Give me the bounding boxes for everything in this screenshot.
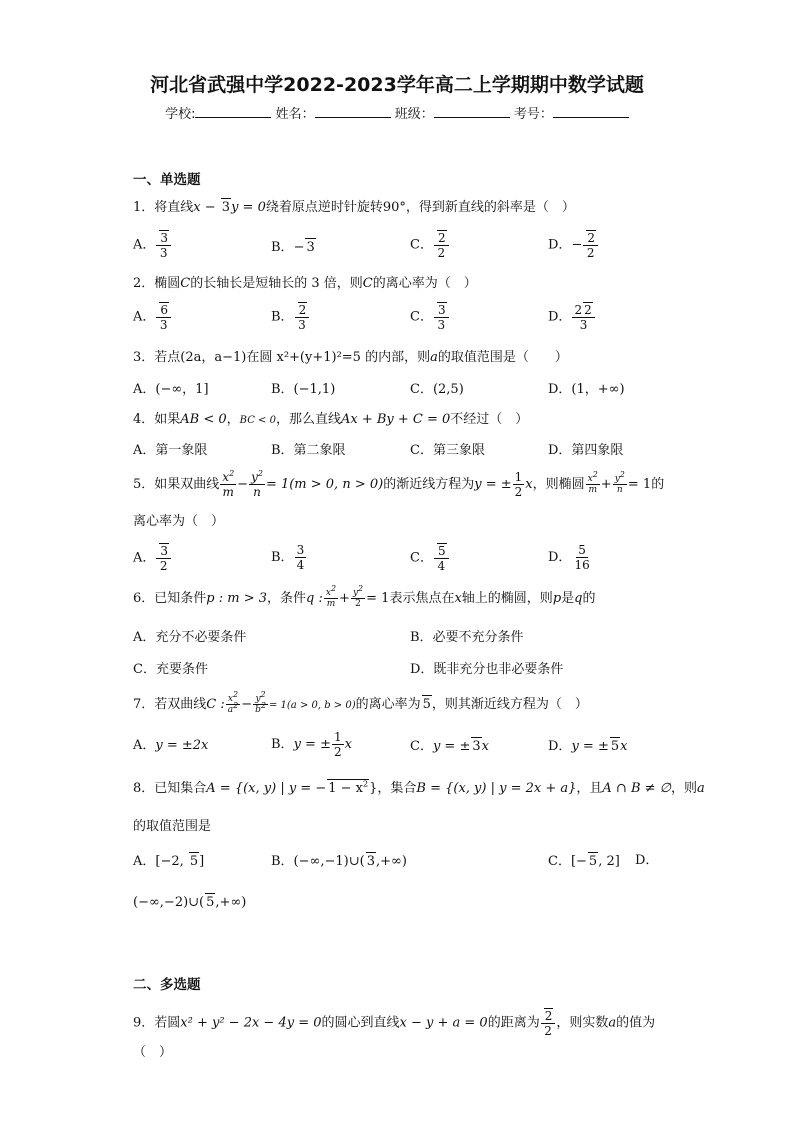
- page-title: 河北省武强中学2022-2023学年高二上学期期中数学试题: [150, 74, 644, 96]
- q4-option-d[interactable]: D．第四象限: [548, 443, 624, 458]
- question-5: 5．如果双曲线 $\frac{x^2}{m}$ − $\frac{y^2}{n}$ = 1(m > 0, n > 0)的渐近线方程为y = ± $\frac{1}{2}$ x，则椭圆 $\frac{x^2}{m}$ + $\frac{y^2}{n}$ = 1的: [133, 469, 665, 499]
- school-label: 学校:: [165, 107, 196, 122]
- question-9: 9．若圆x² + y² − 2x − 4y = 0的圆心到直线x − y + a = 0的距离为 $\frac{2}{2}$ ，则实数a的值为: [133, 1009, 656, 1038]
- q1-option-b[interactable]: B．− 3: [271, 240, 315, 255]
- school-blank[interactable]: [195, 105, 271, 118]
- question-7: 7．若双曲线C : $\frac{x^2}{a^2}$ − $\frac{y^2}{b^2}$ = 1(a > 0, b > 0)的离心率为 5，则其渐近线方程为（ ）: [133, 690, 588, 715]
- q6-option-c[interactable]: C．充要条件: [133, 662, 208, 677]
- q5-option-b[interactable]: B． $\frac{3}{4}$: [271, 543, 305, 572]
- section-heading-multiple-choice: 二、多选题: [133, 977, 201, 993]
- q2-option-a[interactable]: A． $\frac{6}{3}$: [133, 302, 172, 332]
- question-9-line2: （ ）: [133, 1045, 173, 1060]
- q5-option-d[interactable]: D． $\frac{5}{16}$: [548, 543, 590, 572]
- q1-option-d[interactable]: D．− $\frac{2}{2}$: [548, 230, 599, 260]
- q2-option-c[interactable]: C． $\frac{3}{3}$: [410, 302, 450, 332]
- question-1: 1．将直线x − 3y = 0绕着原点逆时针旋转90°，得到新直线的斜率是（ ）: [133, 200, 575, 215]
- question-3: 3．若点(2a，a−1)在圆 x²+(y+1)²=5 的内部，则a的取值范围是（ ）: [133, 350, 568, 365]
- section-heading-single-choice: 一、单选题: [133, 172, 201, 188]
- q6-option-d[interactable]: D．既非充分也非必要条件: [410, 662, 564, 677]
- q4-option-a[interactable]: A．第一象限: [133, 443, 208, 458]
- q8-option-c[interactable]: C．[− 5, 2]: [548, 854, 620, 869]
- q6-option-b[interactable]: B．必要不充分条件: [410, 630, 524, 645]
- name-blank[interactable]: [315, 105, 391, 118]
- q1-option-a[interactable]: A． $\frac{3}{3}$: [133, 230, 172, 260]
- q2-option-b[interactable]: B． $\frac{2}{3}$: [271, 302, 310, 332]
- exam-no-blank[interactable]: [553, 105, 629, 118]
- q4-option-b[interactable]: B．第二象限: [271, 443, 346, 458]
- q1-option-c[interactable]: C． $\frac{2}{2}$: [410, 230, 450, 260]
- q8-option-d[interactable]: (−∞,−2)∪( 5,+∞): [133, 895, 247, 910]
- q8-option-b[interactable]: B．(−∞,−1)∪( 3,+∞): [271, 854, 407, 869]
- question-2: 2．椭圆C的长轴长是短轴长的 3 倍，则C的离心率为（ ）: [133, 276, 477, 291]
- q7-option-c[interactable]: C．y = ± 3x: [410, 739, 489, 754]
- q6-option-a[interactable]: A．充分不必要条件: [133, 630, 247, 645]
- q8-option-a[interactable]: A．[−2, 5]: [133, 854, 205, 869]
- class-blank[interactable]: [434, 105, 510, 118]
- exam-no-label: 考号：: [513, 107, 553, 122]
- q5-option-c[interactable]: C． $\frac{5}{4}$: [410, 543, 450, 573]
- q7-option-b[interactable]: B．y = ± $\frac{1}{2}$ x: [271, 730, 352, 759]
- question-6: 6．已知条件p : m > 3，条件q : $\frac{x^2}{m}$ + $\frac{y^2}{2}$ = 1表示焦点在x轴上的椭圆，则p是q的: [133, 584, 596, 609]
- name-label: 姓名：: [275, 107, 315, 122]
- q3-option-d[interactable]: D．(1，+∞): [548, 382, 625, 397]
- class-label: 班级：: [394, 107, 434, 122]
- question-8-line2: 的取值范围是: [133, 819, 212, 834]
- q8-option-d-label[interactable]: D．: [635, 853, 659, 868]
- q7-option-a[interactable]: A．y = ±2x: [133, 738, 209, 753]
- q7-option-d[interactable]: D．y = ± 5x: [548, 739, 628, 754]
- q2-option-d[interactable]: D． $\frac{2 2}{3}$: [548, 302, 596, 332]
- question-8: 8．已知集合A = {(x, y) | y = − $1 - x^2$}，集合B = {(x, y) | y = 2x + a}，且A ∩ B ≠ ∅，则a: [133, 779, 705, 796]
- q4-option-c[interactable]: C．第三象限: [410, 443, 485, 458]
- q5-option-a[interactable]: A． $\frac{3}{2}$: [133, 543, 172, 573]
- question-4: 4．如果AB < 0，BC < 0，那么直线Ax + By + C = 0不经过（ ）: [133, 412, 529, 427]
- q3-option-b[interactable]: B．(−1,1): [271, 382, 336, 397]
- question-5-line2: 离心率为（ ）: [133, 514, 225, 529]
- q3-option-a[interactable]: A．(−∞，1]: [133, 382, 209, 397]
- student-info-line: [0, 103, 794, 122]
- q3-option-c[interactable]: C．(2,5): [410, 382, 464, 397]
